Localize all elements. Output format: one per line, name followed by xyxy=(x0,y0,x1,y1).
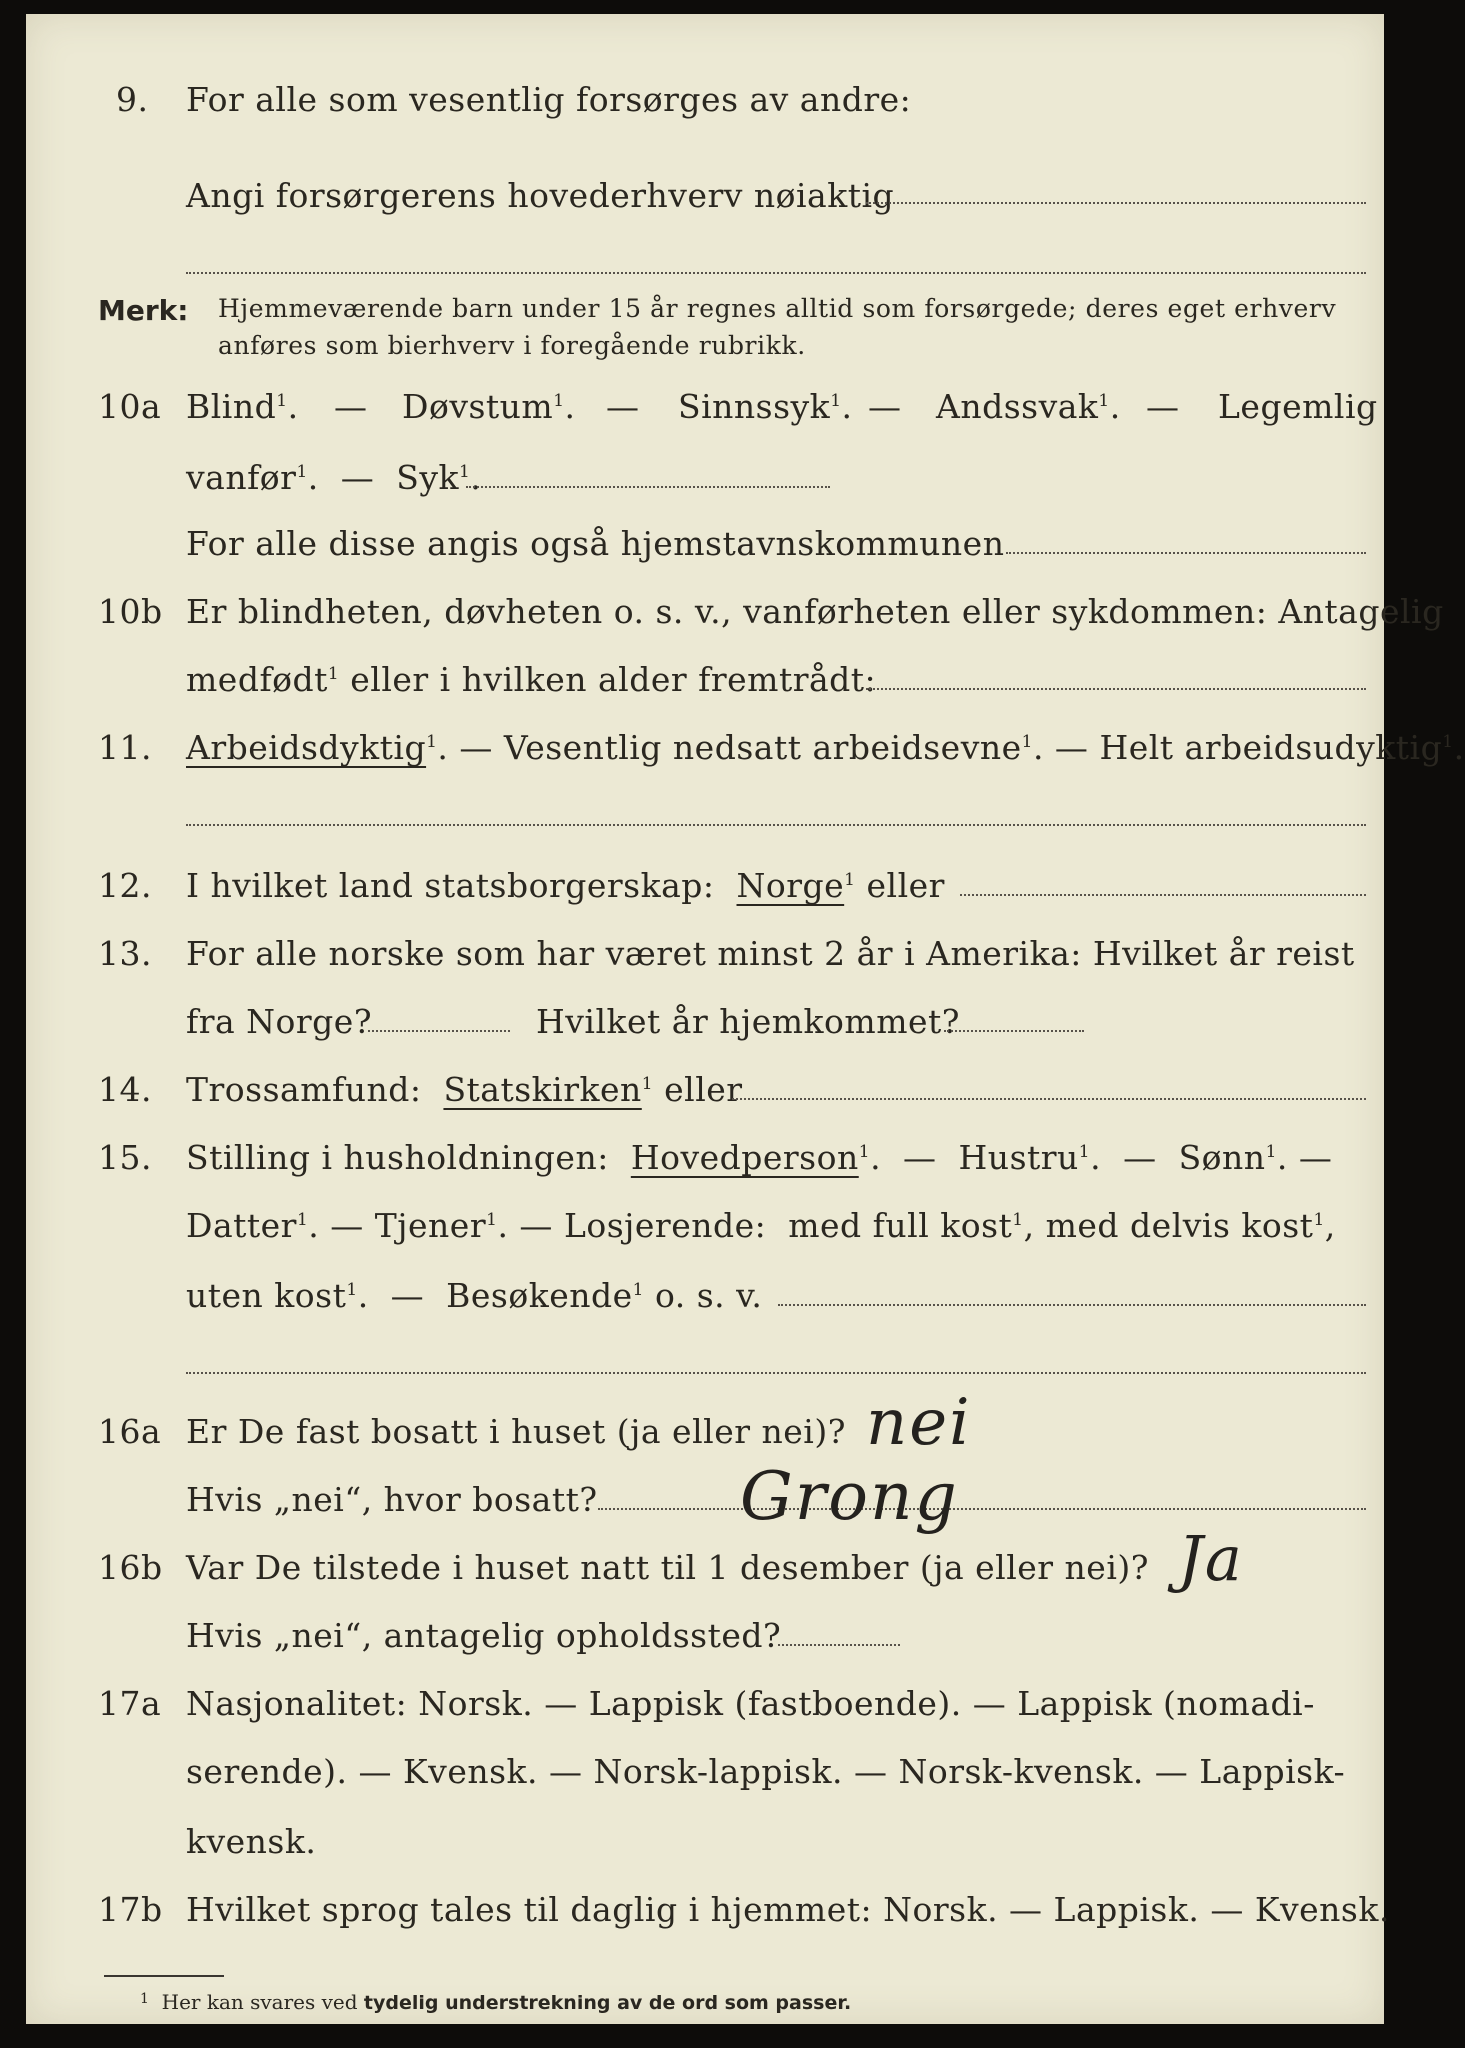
q9-subtext: Angi forsørgerens hovederhverv nøiaktig xyxy=(186,176,895,215)
q11-extra-line[interactable] xyxy=(186,824,1366,826)
q10a-hjemstavn-field[interactable] xyxy=(1006,552,1366,554)
footnote: $^1$ Her kan svares ved tydelig understrekning av de ord som passer. xyxy=(140,1990,852,2014)
q14-answer-field[interactable] xyxy=(732,1098,1366,1100)
q9-text: For alle som vesentlig forsørges av andre: xyxy=(186,80,912,119)
q17a-number: 17a xyxy=(98,1684,162,1723)
merk-text-2: anføres som bierhverv i foregående rubrikk. xyxy=(218,331,806,360)
merk-text-1: Hjemmeværende barn under 15 år regnes alltid som forsørgede; deres eget erhverv xyxy=(218,294,1337,323)
q13-reist-field[interactable] xyxy=(368,1030,510,1032)
q10b-number: 10b xyxy=(98,592,163,631)
q15-text: Stilling i husholdningen: Hovedperson$^1$. — Hustru$^1$. — Sønn$^1$. — xyxy=(186,1138,1333,1177)
q10a-dovstum: Døvstum$^1$. xyxy=(402,387,576,426)
q10a-hjemstavn: For alle disse angis også hjemstavnskommunen xyxy=(186,524,1005,563)
q12-answer-field[interactable] xyxy=(960,894,1366,896)
q13-text: For alle norske som har været minst 2 år i Amerika: Hvilket år reist xyxy=(186,934,1355,973)
q16b-number: 16b xyxy=(98,1548,163,1587)
q17b-text: Hvilket sprog tales til daglig i hjemmet: Norsk. — Lappisk. — Kvensk. xyxy=(186,1890,1390,1929)
q13-hjemkommet: Hvilket år hjemkommet? xyxy=(536,1002,960,1041)
q10b-text: Er blindheten, døvheten o. s. v., vanførheten eller sykdommen: Antagelig xyxy=(186,592,1444,631)
q15-hovedperson[interactable]: Hovedperson xyxy=(630,1138,859,1177)
q10a-blind: Blind$^1$. xyxy=(186,387,299,426)
q11-arbeidsdyktig[interactable]: Arbeidsdyktig xyxy=(186,728,427,767)
q11-number: 11. xyxy=(98,728,152,767)
q10a-vanfor: vanfør$^1$. — Syk$^1$. xyxy=(186,458,482,497)
q16b-handwritten-answer[interactable]: Ja xyxy=(1178,1522,1244,1595)
q15-extra-line[interactable] xyxy=(186,1372,1366,1374)
q13-number: 13. xyxy=(98,934,152,973)
q10a-sinnssyk: Sinnssyk$^1$. xyxy=(678,387,853,426)
q11-options: Arbeidsdyktig$^1$. — Vesentlig nedsatt arbeidsevne$^1$. — Helt arbeidsudyktig$^1$. xyxy=(186,728,1465,767)
footnote-divider xyxy=(104,1975,224,1977)
q14-statskirken[interactable]: Statskirken xyxy=(443,1070,642,1109)
q16b-text: Var De tilstede i huset natt til 1 desember (ja eller nei)? xyxy=(186,1548,1149,1587)
q10a-legemlig: Legemlig xyxy=(1218,387,1378,426)
q15-number: 15. xyxy=(98,1138,152,1177)
q15-options-2: Datter$^1$. — Tjener$^1$. — Losjerende: med full kost$^1$, med delvis kost$^1$, xyxy=(186,1206,1336,1245)
q9-extra-line[interactable] xyxy=(186,272,1366,274)
q16b-hvis: Hvis „nei“, antagelig opholdssted? xyxy=(186,1616,782,1655)
q15-options-3: uten kost$^1$. — Besøkende$^1$ o. s. v. xyxy=(186,1276,763,1315)
q16a-hvis: Hvis „nei“, hvor bosatt? xyxy=(186,1480,598,1519)
q10a-number: 10a xyxy=(98,387,162,426)
q17b-number: 17b xyxy=(98,1890,163,1929)
q16a-handwritten-place[interactable]: Grong xyxy=(740,1458,959,1535)
q13-hjemkommet-field[interactable] xyxy=(944,1030,1084,1032)
q10a-andssvak: Andssvak$^1$. xyxy=(936,387,1121,426)
q16a-bosatt-field[interactable] xyxy=(598,1508,1366,1510)
q14-number: 14. xyxy=(98,1070,152,1109)
merk-label: Merk: xyxy=(98,294,189,327)
q12-number: 12. xyxy=(98,866,152,905)
q12-text: I hvilket land statsborgerskap: Norge$^1$ eller xyxy=(186,866,945,905)
q17a-text-3: kvensk. xyxy=(186,1822,317,1861)
q9-answer-field[interactable] xyxy=(866,202,1366,204)
q13-reist: fra Norge? xyxy=(186,1002,373,1041)
q17a-text-2: serende). — Kvensk. — Norsk-lappisk. — Norsk-kvensk. — Lappisk- xyxy=(186,1752,1346,1791)
q10a-answer-field[interactable] xyxy=(466,486,830,488)
q10b-answer-field[interactable] xyxy=(866,688,1366,690)
q16a-handwritten-answer[interactable]: nei xyxy=(866,1386,972,1460)
q14-text: Trossamfund: Statskirken$^1$ eller xyxy=(186,1070,743,1109)
q16a-number: 16a xyxy=(98,1412,162,1451)
q15-answer-field[interactable] xyxy=(778,1304,1366,1306)
q16a-text: Er De fast bosatt i huset (ja eller nei)? xyxy=(186,1412,846,1451)
q9-number: 9. xyxy=(116,80,149,119)
q17a-text-1: Nasjonalitet: Norsk. — Lappisk (fastboende). — Lappisk (nomadi- xyxy=(186,1684,1315,1723)
q10b-medfodt: medfødt$^1$ eller i hvilken alder fremtrådt: xyxy=(186,660,877,699)
q12-norge[interactable]: Norge xyxy=(736,866,845,905)
q16b-opholdssted-field[interactable] xyxy=(778,1644,900,1646)
